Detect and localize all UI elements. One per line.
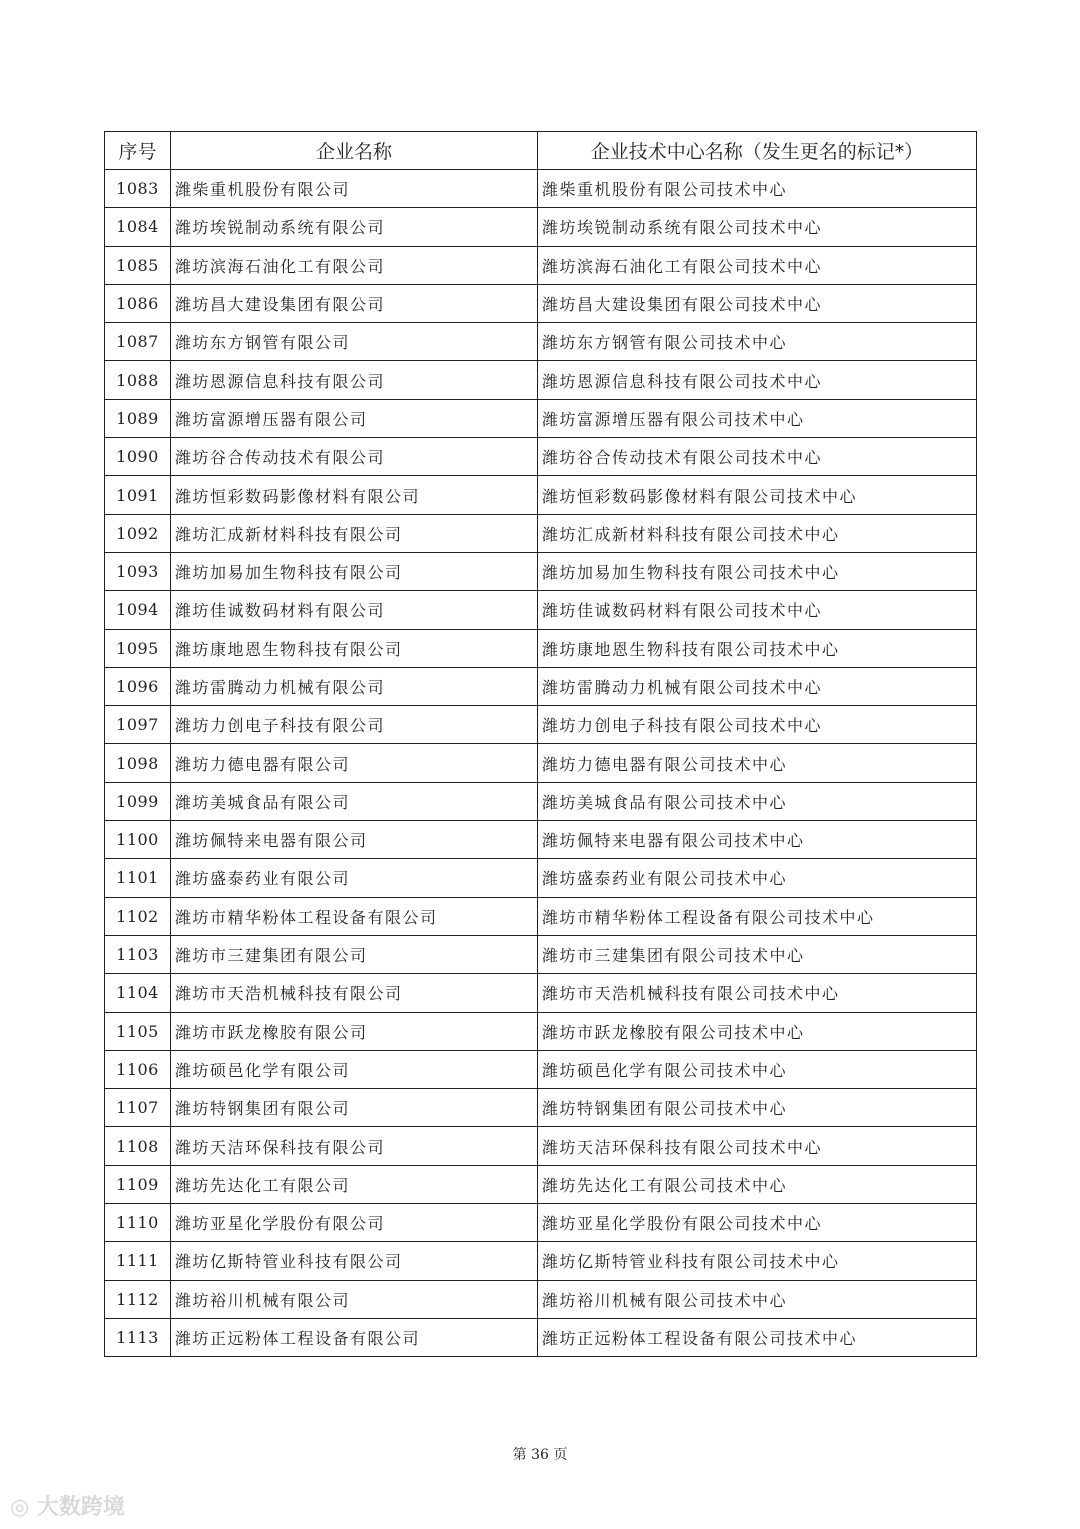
tech-center-name: 潍坊滨海石油化工有限公司技术中心 — [538, 246, 977, 284]
tech-center-name: 潍坊盛泰药业有限公司技术中心 — [538, 859, 977, 897]
company-name: 潍坊佳诚数码材料有限公司 — [171, 591, 538, 629]
tech-center-name: 潍坊市三建集团有限公司技术中心 — [538, 935, 977, 973]
company-name: 潍坊市天浩机械科技有限公司 — [171, 974, 538, 1012]
table-row — [105, 170, 977, 208]
table-row — [105, 246, 977, 284]
row-index: 1109 — [105, 1165, 171, 1203]
tech-center-name: 潍坊康地恩生物科技有限公司技术中心 — [538, 629, 977, 667]
company-name: 潍坊天洁环保科技有限公司 — [171, 1127, 538, 1165]
table-row — [105, 476, 977, 514]
tech-center-name: 潍坊市天浩机械科技有限公司技术中心 — [538, 974, 977, 1012]
row-index: 1111 — [105, 1242, 171, 1280]
row-index: 1099 — [105, 782, 171, 820]
row-index: 1084 — [105, 208, 171, 246]
tech-center-name: 潍坊佳诚数码材料有限公司技术中心 — [538, 591, 977, 629]
enterprise-table — [104, 131, 977, 1357]
table-row — [105, 399, 977, 437]
row-index: 1108 — [105, 1127, 171, 1165]
header-index: 序号 — [105, 132, 171, 170]
table-row — [105, 1089, 977, 1127]
watermark-logo: ◎ 大数跨境 — [10, 1495, 125, 1520]
row-index: 1092 — [105, 514, 171, 552]
company-name: 潍坊裕川机械有限公司 — [171, 1280, 538, 1318]
tech-center-name: 潍坊昌大建设集团有限公司技术中心 — [538, 284, 977, 322]
tech-center-name: 潍坊天洁环保科技有限公司技术中心 — [538, 1127, 977, 1165]
tech-center-name: 潍坊东方钢管有限公司技术中心 — [538, 323, 977, 361]
tech-center-name: 潍坊富源增压器有限公司技术中心 — [538, 399, 977, 437]
row-index: 1112 — [105, 1280, 171, 1318]
table-row — [105, 1012, 977, 1050]
row-index: 1083 — [105, 170, 171, 208]
company-name: 潍坊美城食品有限公司 — [171, 782, 538, 820]
row-index: 1085 — [105, 246, 171, 284]
row-index: 1088 — [105, 361, 171, 399]
row-index: 1089 — [105, 399, 171, 437]
row-index: 1100 — [105, 821, 171, 859]
tech-center-name: 潍坊埃锐制动系统有限公司技术中心 — [538, 208, 977, 246]
company-name: 潍坊恒彩数码影像材料有限公司 — [171, 476, 538, 514]
table-row — [105, 1050, 977, 1088]
company-name: 潍坊埃锐制动系统有限公司 — [171, 208, 538, 246]
row-index: 1090 — [105, 438, 171, 476]
company-name: 潍坊市三建集团有限公司 — [171, 935, 538, 973]
page-number: 第 36 页 — [512, 1447, 568, 1463]
table-row — [105, 552, 977, 590]
row-index: 1095 — [105, 629, 171, 667]
row-index: 1103 — [105, 935, 171, 973]
row-index: 1086 — [105, 284, 171, 322]
table-row — [105, 208, 977, 246]
table-row — [105, 1280, 977, 1318]
row-index: 1105 — [105, 1012, 171, 1050]
table-row — [105, 514, 977, 552]
company-name: 潍坊滨海石油化工有限公司 — [171, 246, 538, 284]
table-row — [105, 782, 977, 820]
row-index: 1093 — [105, 552, 171, 590]
tech-center-name: 潍坊市跃龙橡胶有限公司技术中心 — [538, 1012, 977, 1050]
table-row — [105, 438, 977, 476]
row-index: 1087 — [105, 323, 171, 361]
tech-center-name: 潍坊亿斯特管业科技有限公司技术中心 — [538, 1242, 977, 1280]
company-name: 潍坊昌大建设集团有限公司 — [171, 284, 538, 322]
company-name: 潍坊亚星化学股份有限公司 — [171, 1204, 538, 1242]
table-row — [105, 1127, 977, 1165]
table-row — [105, 1165, 977, 1203]
tech-center-name: 潍坊裕川机械有限公司技术中心 — [538, 1280, 977, 1318]
tech-center-name: 潍坊加易加生物科技有限公司技术中心 — [538, 552, 977, 590]
header-tech-center-name: 企业技术中心名称（发生更名的标记*） — [538, 132, 977, 170]
tech-center-name: 潍坊美城食品有限公司技术中心 — [538, 782, 977, 820]
company-name: 潍坊硕邑化学有限公司 — [171, 1050, 538, 1088]
company-name: 潍坊恩源信息科技有限公司 — [171, 361, 538, 399]
company-name: 潍坊东方钢管有限公司 — [171, 323, 538, 361]
table-header-row — [105, 132, 977, 170]
company-name: 潍坊力德电器有限公司 — [171, 744, 538, 782]
tech-center-name: 潍坊亚星化学股份有限公司技术中心 — [538, 1204, 977, 1242]
table-row — [105, 706, 977, 744]
row-index: 1106 — [105, 1050, 171, 1088]
row-index: 1113 — [105, 1318, 171, 1356]
row-index: 1102 — [105, 897, 171, 935]
company-name: 潍坊加易加生物科技有限公司 — [171, 552, 538, 590]
tech-center-name: 潍坊恩源信息科技有限公司技术中心 — [538, 361, 977, 399]
company-name: 潍坊盛泰药业有限公司 — [171, 859, 538, 897]
tech-center-name: 潍坊雷腾动力机械有限公司技术中心 — [538, 667, 977, 705]
watermark-text: 大数跨境 — [36, 1495, 125, 1520]
company-name: 潍坊正远粉体工程设备有限公司 — [171, 1318, 538, 1356]
company-name: 潍坊特钢集团有限公司 — [171, 1089, 538, 1127]
tech-center-name: 潍柴重机股份有限公司技术中心 — [538, 170, 977, 208]
company-name: 潍坊佩特来电器有限公司 — [171, 821, 538, 859]
tech-center-name: 潍坊硕邑化学有限公司技术中心 — [538, 1050, 977, 1088]
row-index: 1104 — [105, 974, 171, 1012]
company-name: 潍坊亿斯特管业科技有限公司 — [171, 1242, 538, 1280]
tech-center-name: 潍坊特钢集团有限公司技术中心 — [538, 1089, 977, 1127]
row-index: 1091 — [105, 476, 171, 514]
tech-center-name: 潍坊市精华粉体工程设备有限公司技术中心 — [538, 897, 977, 935]
row-index: 1097 — [105, 706, 171, 744]
company-name: 潍坊谷合传动技术有限公司 — [171, 438, 538, 476]
company-name: 潍坊雷腾动力机械有限公司 — [171, 667, 538, 705]
table-row — [105, 859, 977, 897]
header-company-name: 企业名称 — [171, 132, 538, 170]
table-row — [105, 629, 977, 667]
tech-center-name: 潍坊先达化工有限公司技术中心 — [538, 1165, 977, 1203]
tech-center-name: 潍坊谷合传动技术有限公司技术中心 — [538, 438, 977, 476]
company-name: 潍柴重机股份有限公司 — [171, 170, 538, 208]
table-row — [105, 323, 977, 361]
table-row — [105, 821, 977, 859]
company-name: 潍坊市精华粉体工程设备有限公司 — [171, 897, 538, 935]
company-name: 潍坊康地恩生物科技有限公司 — [171, 629, 538, 667]
tech-center-name: 潍坊力创电子科技有限公司技术中心 — [538, 706, 977, 744]
company-name: 潍坊力创电子科技有限公司 — [171, 706, 538, 744]
row-index: 1098 — [105, 744, 171, 782]
tech-center-name: 潍坊正远粉体工程设备有限公司技术中心 — [538, 1318, 977, 1356]
table-row — [105, 897, 977, 935]
table-row — [105, 667, 977, 705]
table-row — [105, 1242, 977, 1280]
tech-center-name: 潍坊汇成新材料科技有限公司技术中心 — [538, 514, 977, 552]
company-name: 潍坊富源增压器有限公司 — [171, 399, 538, 437]
row-index: 1101 — [105, 859, 171, 897]
row-index: 1096 — [105, 667, 171, 705]
table-row — [105, 744, 977, 782]
table-row — [105, 284, 977, 322]
table-row — [105, 974, 977, 1012]
row-index: 1110 — [105, 1204, 171, 1242]
tech-center-name: 潍坊恒彩数码影像材料有限公司技术中心 — [538, 476, 977, 514]
tech-center-name: 潍坊力德电器有限公司技术中心 — [538, 744, 977, 782]
row-index: 1094 — [105, 591, 171, 629]
table-row — [105, 591, 977, 629]
tech-center-name: 潍坊佩特来电器有限公司技术中心 — [538, 821, 977, 859]
company-name: 潍坊市跃龙橡胶有限公司 — [171, 1012, 538, 1050]
company-name: 潍坊汇成新材料科技有限公司 — [171, 514, 538, 552]
row-index: 1107 — [105, 1089, 171, 1127]
table-row — [105, 1318, 977, 1356]
company-name: 潍坊先达化工有限公司 — [171, 1165, 538, 1203]
table-row — [105, 1204, 977, 1242]
table-row — [105, 361, 977, 399]
table-row — [105, 935, 977, 973]
